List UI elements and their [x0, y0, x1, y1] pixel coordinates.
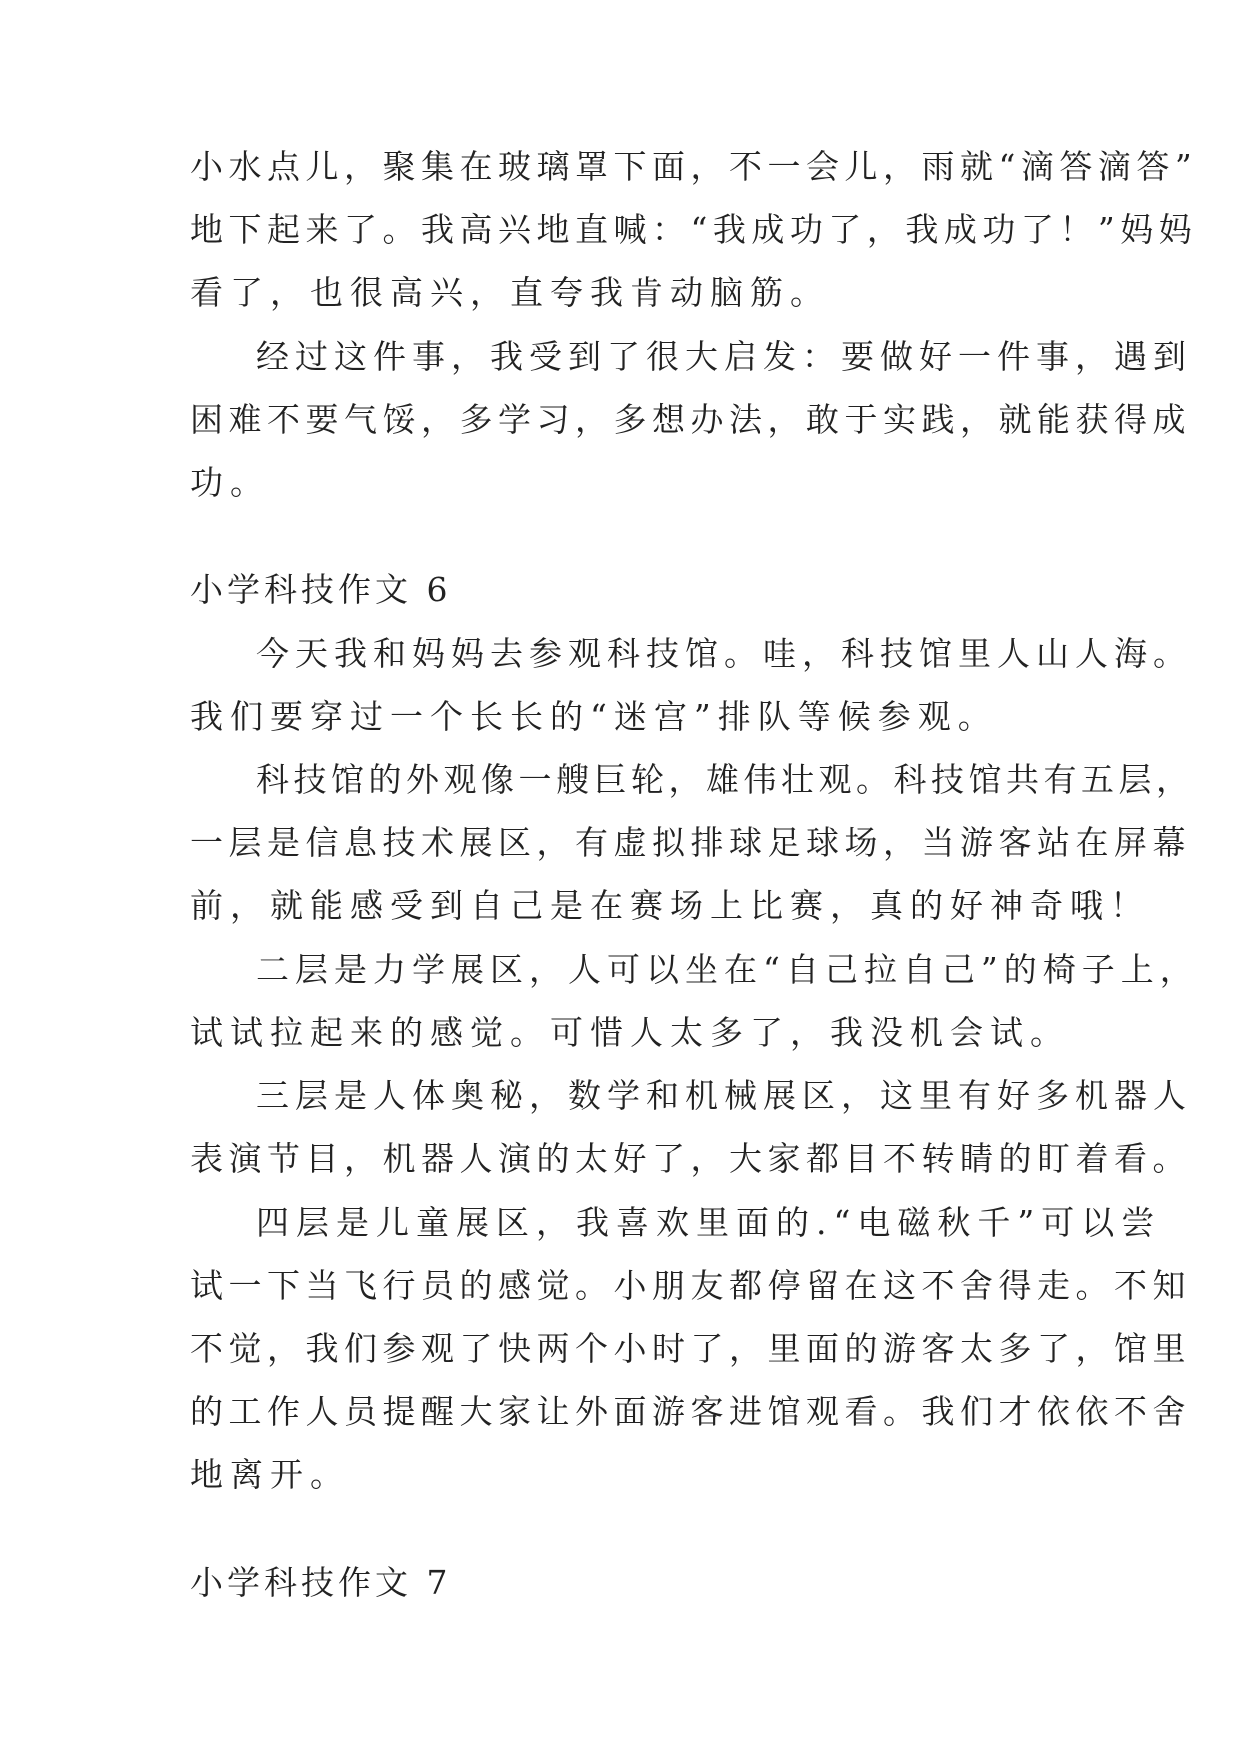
paragraph-line: 经过这件事，我受到了很大启发：要做好一件事，遇到 — [256, 337, 1192, 376]
paragraph-line: 功。 — [190, 463, 270, 502]
paragraph-line: 地下起来了。我高兴地直喊：“我成功了，我成功了！”妈妈 — [190, 210, 1198, 249]
paragraph-line: 试一下当飞行员的感觉。小朋友都停留在这不舍得走。不知 — [190, 1266, 1191, 1305]
paragraph-line: 今天我和妈妈去参观科技馆。哇，科技馆里人山人海。 — [256, 634, 1192, 673]
paragraph-line: 看了，也很高兴，直夸我肯动脑筋。 — [190, 273, 830, 312]
paragraph-line: 小水点儿，聚集在玻璃罩下面，不一会儿，雨就“滴答滴答” — [190, 147, 1198, 186]
paragraph-line: 我们要穿过一个长长的“迷宫”排队等候参观。 — [190, 697, 998, 736]
paragraph-line: 不觉，我们参观了快两个小时了，里面的游客太多了，馆里 — [190, 1329, 1191, 1368]
paragraph-line: 地离开。 — [190, 1455, 350, 1494]
paragraph-line: 前，就能感受到自己是在赛场上比赛，真的好神奇哦！ — [190, 886, 1150, 925]
paragraph-line: 三层是人体奥秘，数学和机械展区，这里有好多机器人 — [256, 1076, 1192, 1115]
paragraph-line: 科技馆的外观像一艘巨轮，雄伟壮观。科技馆共有五层， — [256, 760, 1194, 799]
paragraph-line: 困难不要气馁，多学习，多想办法，敢于实践，就能获得成 — [190, 400, 1191, 439]
paragraph-line: 试试拉起来的感觉。可惜人太多了，我没机会试。 — [190, 1013, 1070, 1052]
paragraph-line: 一层是信息技术展区，有虚拟排球足球场，当游客站在屏幕 — [190, 823, 1191, 862]
paragraph-line: 的工作人员提醒大家让外面游客进馆观看。我们才依依不舍 — [190, 1392, 1191, 1431]
paragraph-line: 四层是儿童展区，我喜欢里面的.“电磁秋千”可以尝 — [256, 1203, 1162, 1242]
paragraph-line: 表演节目，机器人演的太好了，大家都目不转睛的盯着看。 — [190, 1139, 1191, 1178]
section-heading: 小学科技作文 7 — [190, 1563, 452, 1602]
section-heading: 小学科技作文 6 — [190, 570, 452, 609]
paragraph-line: 二层是力学展区，人可以坐在“自己拉自己”的椅子上， — [256, 950, 1199, 989]
